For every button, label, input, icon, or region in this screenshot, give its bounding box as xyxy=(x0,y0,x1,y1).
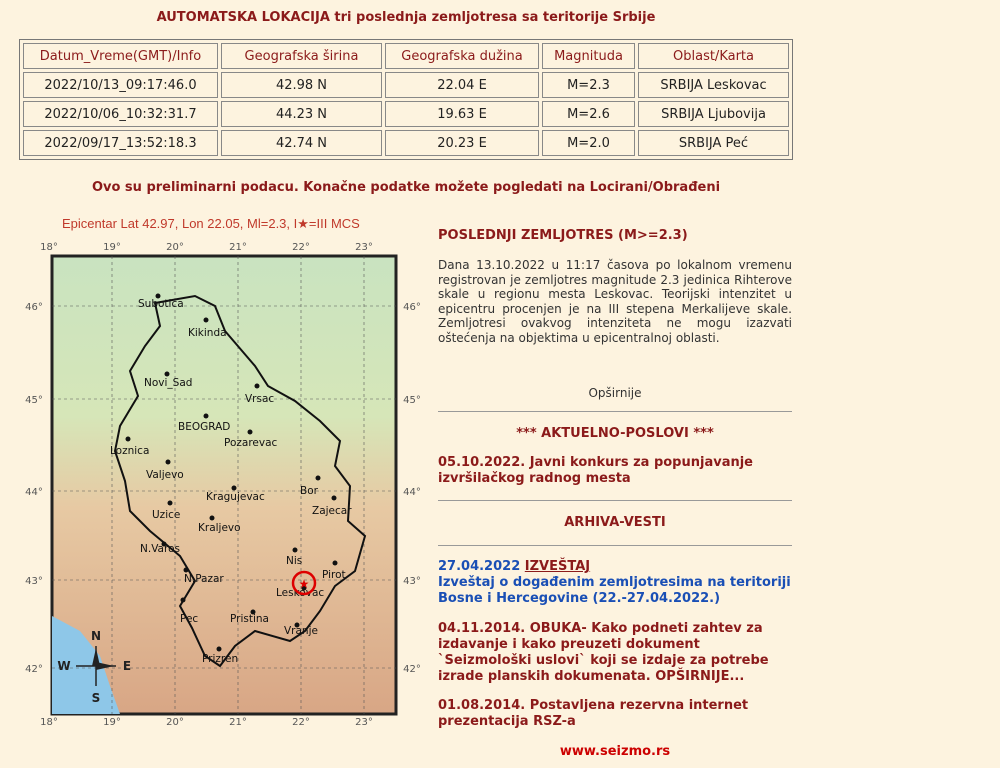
lat-tick-label: 45° xyxy=(25,395,43,406)
city-dot xyxy=(204,318,209,323)
lat-tick-label: 42° xyxy=(403,664,421,675)
report-link[interactable]: IZVEŠTAJ xyxy=(524,559,591,574)
city-label: Leskovac xyxy=(276,587,325,599)
lon-tick-label: 21° xyxy=(229,242,247,253)
lon-tick-label: 19° xyxy=(103,717,121,726)
preliminary-note[interactable]: Ovo su preliminarni podacu. Konačne podatke možete pogledati na Locirani/Obrađeni xyxy=(91,180,721,195)
city-label: Valjevo xyxy=(146,469,184,481)
city-label: Pec xyxy=(180,613,199,625)
column-header: Magnituda xyxy=(542,43,635,69)
lon-tick-label: 19° xyxy=(103,242,121,253)
compass-e: E xyxy=(122,659,132,673)
table-cell: 2022/10/13_09:17:46.0 xyxy=(23,72,218,98)
lon-tick-label: 20° xyxy=(166,242,184,253)
table-cell: 20.23 E xyxy=(385,130,539,156)
epicenter-star-icon: ★ xyxy=(298,577,310,591)
city-dot xyxy=(255,384,260,389)
city-dot xyxy=(166,460,171,465)
compass-w: W xyxy=(57,659,71,673)
more-link[interactable]: Opširnije xyxy=(588,386,642,400)
page-heading: AUTOMATSKA LOKACIJA tri poslednja zemljotresa sa teritorije Srbije xyxy=(156,10,656,25)
map-title: Epicentar Lat 42.97, Lon 22.05, Ml=2.3, I★=III MCS xyxy=(62,216,360,231)
city-label: Kikinda xyxy=(188,327,227,339)
divider xyxy=(438,545,792,546)
lat-tick-label: 42° xyxy=(25,664,43,675)
table-row[interactable] xyxy=(23,72,789,98)
table-row[interactable] xyxy=(23,101,789,127)
city-dot xyxy=(248,430,253,435)
city-label: Vranje xyxy=(284,625,318,637)
city-label: Kraljevo xyxy=(198,522,241,534)
city-label: Nis xyxy=(286,555,303,567)
table-row[interactable] xyxy=(23,130,789,156)
lon-tick-label: 23° xyxy=(355,717,373,726)
archive-title: ARHIVA-VESTI xyxy=(564,515,666,530)
lat-tick-label: 43° xyxy=(25,576,43,587)
news-title: *** AKTUELNO-POSLOVI *** xyxy=(516,426,714,441)
column-header: Geografska širina xyxy=(221,43,382,69)
city-label: Pozarevac xyxy=(224,437,278,449)
table-cell: 19.63 E xyxy=(385,101,539,127)
latest-quake-title: POSLEDNJI ZEMLJOTRES (M>=2.3) xyxy=(438,228,688,243)
city-dot xyxy=(232,486,237,491)
city-label: Vrsac xyxy=(245,393,275,405)
column-header: Oblast/Karta xyxy=(638,43,789,69)
table-cell: 44.23 N xyxy=(221,101,382,127)
epicenter-map[interactable] xyxy=(20,236,428,726)
region-map-link[interactable]: SRBIJA Ljubovija xyxy=(638,101,789,127)
lat-tick-label: 43° xyxy=(403,576,421,587)
archive-item-training[interactable]: 04.11.2014. OBUKA- Kako podneti zahtev za izdavanje i kako preuzeti dokument `Seizmološki uslovi` koji se izdaje za potrebe izrade planskih dokumenata. OPŠIRNIJE... xyxy=(438,621,769,684)
divider xyxy=(438,500,792,501)
city-label: Prizren xyxy=(202,653,239,665)
lon-tick-label: 22° xyxy=(292,242,310,253)
city-label: Loznica xyxy=(110,445,150,457)
city-dot xyxy=(293,548,298,553)
table-header-row xyxy=(23,43,789,69)
lat-tick-label: 44° xyxy=(25,487,43,498)
column-header: Geografska dužina xyxy=(385,43,539,69)
city-label: Uzice xyxy=(152,509,181,521)
city-label: N.Pazar xyxy=(184,573,224,585)
lat-tick-label: 46° xyxy=(25,302,43,313)
latest-quake-text: Dana 13.10.2022 u 11:17 časova po lokalnom vremenu registrovan je zemljotres magnitude 2.3 jedinica Rihterove skale u regionu mesta Leskovac. Teorijski intenzitet u epicentru procenjen je na III stepena Merkalijeve skale. Zemljotresi ovakvog intenziteta ne mogu izazvati oštećenja na objektima u epicentralnoj oblasti. xyxy=(438,258,792,345)
city-dot xyxy=(204,414,209,419)
region-map-link[interactable]: SRBIJA Leskovac xyxy=(638,72,789,98)
city-dot xyxy=(165,372,170,377)
compass-s: S xyxy=(91,691,101,705)
lon-tick-label: 22° xyxy=(292,717,310,726)
city-dot xyxy=(217,647,222,652)
lat-tick-label: 46° xyxy=(403,302,421,313)
table-cell: M=2.3 xyxy=(542,72,635,98)
table-cell: M=2.6 xyxy=(542,101,635,127)
city-dot xyxy=(333,561,338,566)
report-date: 27.04.2022 xyxy=(438,559,521,574)
report-item[interactable] xyxy=(438,559,792,607)
table-cell: M=2.0 xyxy=(542,130,635,156)
city-label: Zajecar xyxy=(312,505,352,517)
table-cell: 2022/09/17_13:52:18.3 xyxy=(23,130,218,156)
lon-tick-label: 18° xyxy=(40,242,58,253)
city-dot xyxy=(332,496,337,501)
divider xyxy=(438,411,792,412)
city-label: Novi_Sad xyxy=(144,377,193,389)
compass-n: N xyxy=(90,629,102,643)
table-cell: 42.74 N xyxy=(221,130,382,156)
site-link[interactable]: www.seizmo.rs xyxy=(559,744,671,759)
city-dot xyxy=(184,568,189,573)
city-label: Bor xyxy=(300,485,318,497)
archive-item-backup[interactable]: 01.08.2014. Postavljena rezervna internet prezentacija RSZ-a xyxy=(438,698,749,729)
earthquake-table xyxy=(19,39,793,160)
city-dot xyxy=(210,516,215,521)
city-label: Kragujevac xyxy=(206,491,265,503)
city-label: BEOGRAD xyxy=(178,421,231,433)
lon-tick-label: 18° xyxy=(40,717,58,726)
lon-tick-label: 21° xyxy=(229,717,247,726)
lon-tick-label: 23° xyxy=(355,242,373,253)
city-label: N.Varos xyxy=(140,543,180,555)
city-dot xyxy=(168,501,173,506)
region-map-link[interactable]: SRBIJA Peć xyxy=(638,130,789,156)
lat-tick-label: 44° xyxy=(403,487,421,498)
map-frame xyxy=(52,256,396,714)
lon-tick-label: 20° xyxy=(166,717,184,726)
news-item[interactable]: 05.10.2022. Javni konkurs za popunjavanje izvršilačkog radnog mesta xyxy=(438,455,754,486)
city-label: Subotica xyxy=(138,298,184,310)
column-header: Datum_Vreme(GMT)/Info xyxy=(23,43,218,69)
city-label: Pristina xyxy=(230,613,269,625)
table-cell: 2022/10/06_10:32:31.7 xyxy=(23,101,218,127)
city-dot xyxy=(126,437,131,442)
city-dot xyxy=(316,476,321,481)
report-text: Izveštaj o događenim zemljotresima na teritoriji Bosne i Hercegovine (22.-27.04.2022.) xyxy=(438,575,791,606)
city-label: Pirot xyxy=(322,569,346,581)
city-dot xyxy=(181,598,186,603)
table-cell: 42.98 N xyxy=(221,72,382,98)
table-cell: 22.04 E xyxy=(385,72,539,98)
lat-tick-label: 45° xyxy=(403,395,421,406)
